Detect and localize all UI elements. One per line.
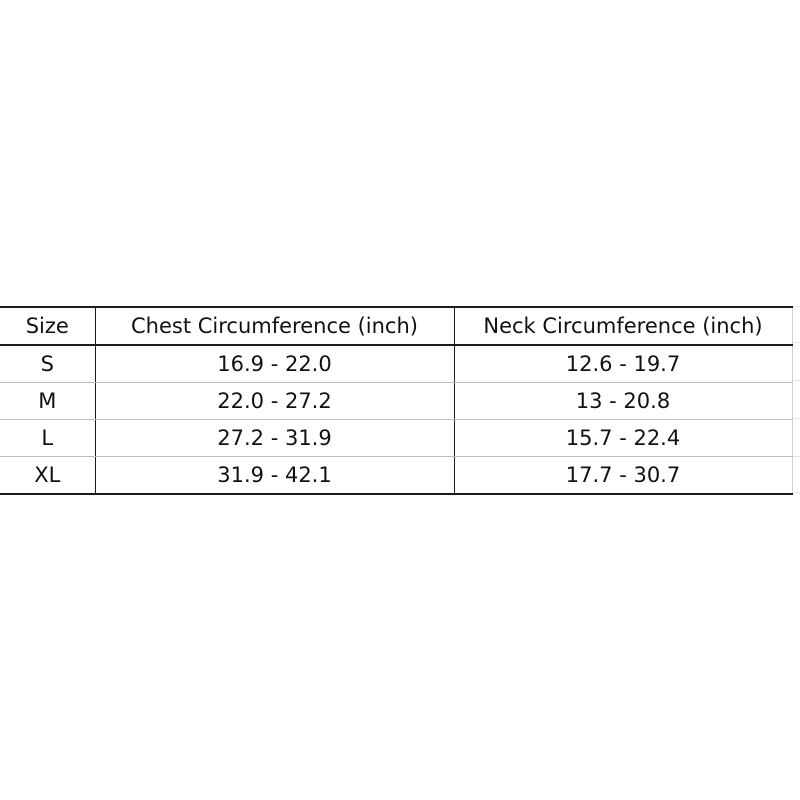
neck-cell: 15.7 - 22.4	[454, 420, 792, 457]
size-cell: S	[0, 345, 95, 383]
grid-line	[792, 342, 800, 343]
size-cell: XL	[0, 457, 95, 495]
table-row	[0, 457, 792, 495]
size-cell: M	[0, 383, 95, 420]
chest-cell: 16.9 - 22.0	[95, 345, 454, 383]
neck-cell: 12.6 - 19.7	[454, 345, 792, 383]
grid-line	[792, 418, 800, 419]
grid-line	[792, 380, 800, 381]
grid-line	[792, 492, 800, 493]
table-row	[0, 345, 792, 383]
table-row	[0, 383, 792, 420]
neck-cell: 13 - 20.8	[454, 383, 792, 420]
header-chest-circumference: Chest Circumference (inch)	[95, 307, 454, 345]
table-header-row	[0, 307, 792, 345]
chest-cell: 22.0 - 27.2	[95, 383, 454, 420]
size-cell: L	[0, 420, 95, 457]
size-chart-table	[0, 306, 793, 495]
chest-cell: 27.2 - 31.9	[95, 420, 454, 457]
neck-cell: 17.7 - 30.7	[454, 457, 792, 495]
header-neck-circumference: Neck Circumference (inch)	[454, 307, 792, 345]
header-size: Size	[0, 307, 95, 345]
table-row	[0, 420, 792, 457]
grid-line	[792, 456, 800, 457]
chest-cell: 31.9 - 42.1	[95, 457, 454, 495]
grid-line	[792, 306, 800, 307]
